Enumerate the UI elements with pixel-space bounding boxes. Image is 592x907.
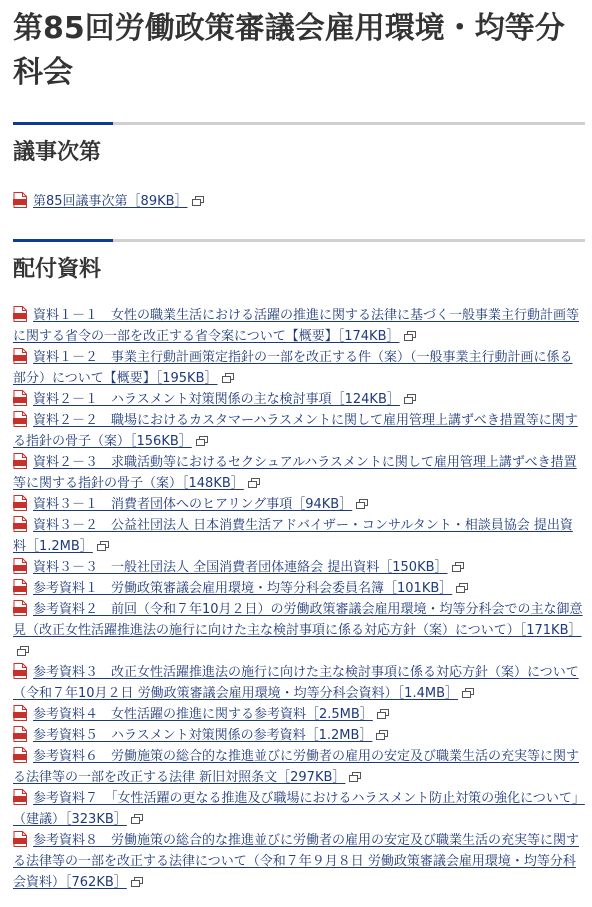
pdf-icon [13, 600, 27, 616]
new-window-icon [456, 583, 468, 593]
document-list-item [13, 746, 585, 788]
pdf-icon [13, 516, 27, 532]
pdf-icon [13, 390, 27, 406]
section-materials [13, 239, 585, 893]
document-list-item [13, 347, 585, 389]
new-window-icon [196, 436, 208, 446]
document-link[interactable]: 参考資料３ 改正女性活躍推進法の施行に向けた主な検討事項に係る対応方針（案）について（令和７年10月２日 労働政策審議会雇用環境・均等分科会資料）［1.4MB］ [13, 665, 579, 701]
pdf-icon [13, 192, 27, 208]
document-link[interactable]: 資料１－２ 事業主行動計画策定指針の一部を改正する件（案）（一般事業主行動計画に係る部分）について【概要】［195KB］ [13, 350, 573, 386]
pdf-icon [13, 411, 27, 427]
pdf-icon [13, 579, 27, 595]
pdf-icon [13, 789, 27, 805]
new-window-icon [404, 394, 416, 404]
new-window-icon [131, 877, 143, 887]
document-link[interactable]: 第85回議事次第［89KB］ [33, 194, 188, 209]
new-window-icon [131, 814, 143, 824]
document-list-item [13, 830, 585, 893]
pdf-icon [13, 747, 27, 763]
new-window-icon [192, 196, 204, 206]
document-link[interactable]: 資料２－１ ハラスメント対策関係の主な検討事項［124KB］ [33, 392, 400, 407]
document-list-item [13, 494, 585, 515]
document-link[interactable]: 資料３－１ 消費者団体へのヒアリング事項［94KB］ [33, 497, 353, 512]
document-list-item [13, 662, 585, 704]
document-list-item [13, 191, 585, 212]
document-link[interactable]: 参考資料１ 労働政策審議会雇用環境・均等分科会委員名簿［101KB］ [33, 581, 453, 596]
section-heading-materials: 配付資料 [13, 257, 102, 282]
document-link[interactable]: 資料２－３ 求職活動等におけるセクシュアルハラスメントに関して雇用管理上講ずべき措置等に関する指針の骨子（案）［148KB］ [13, 455, 577, 491]
document-link[interactable]: 参考資料２ 前回（令和７年10月２日）の労働政策審議会雇用環境・均等分科会での主な御意見（改正女性活躍推進法の施行に向けた主な検討事項に係る対応方針（案）について）［171KB］ [13, 602, 583, 638]
pdf-icon [13, 726, 27, 742]
document-link[interactable]: 資料２－２ 職場におけるカスタマーハラスメントに関して雇用管理上講ずべき措置等に関する指針の骨子（案）［156KB］ [13, 413, 578, 449]
document-list-item [13, 410, 585, 452]
new-window-icon [376, 730, 388, 740]
materials-list [13, 305, 585, 893]
pdf-icon [13, 348, 27, 364]
document-list-item [13, 557, 585, 578]
page-content [13, 0, 585, 893]
new-window-icon [97, 541, 109, 551]
document-link[interactable]: 参考資料８ 労働施策の総合的な推進並びに労働者の雇用の安定及び職業生活の充実等に関する法律等の一部を改正する法律について（令和７年９月８日 労働政策審議会雇用環境・均等分科会資料）［762KB］ [13, 833, 580, 890]
agenda-list [13, 191, 585, 212]
document-link[interactable]: 資料３－３ 一般社団法人 全国消費者団体連絡会 提出資料［150KB］ [33, 560, 448, 575]
document-link[interactable]: 参考資料７ 「女性活躍の更なる推進及び職場におけるハラスメント防止対策の強化について」（建議）［323KB］ [13, 791, 585, 827]
document-list-item [13, 725, 585, 746]
document-link[interactable]: 参考資料５ ハラスメント対策関係の参考資料［1.2MB］ [33, 728, 373, 743]
document-list-item [13, 788, 585, 830]
document-list-item [13, 704, 585, 725]
new-window-icon [377, 709, 389, 719]
new-window-icon [248, 478, 260, 488]
document-list-item [13, 599, 585, 662]
document-list-item [13, 305, 585, 347]
pdf-icon [13, 558, 27, 574]
pdf-icon [13, 495, 27, 511]
document-link[interactable]: 資料３－２ 公益社団法人 日本消費生活アドバイザー・コンサルタント・相談員協会 提出資料［1.2MB］ [13, 518, 573, 554]
pdf-icon [13, 453, 27, 469]
section-agenda [13, 122, 585, 212]
new-window-icon [356, 499, 368, 509]
section-heading-agenda: 議事次第 [13, 140, 102, 165]
pdf-icon [13, 705, 27, 721]
document-list-item [13, 515, 585, 557]
document-link[interactable]: 資料１－１ 女性の職業生活における活躍の推進に関する法律に基づく一般事業主行動計画等に関する省令の一部を改正する省令案について【概要】［174KB］ [13, 308, 580, 344]
new-window-icon [452, 562, 464, 572]
pdf-icon [13, 663, 27, 679]
document-list-item [13, 578, 585, 599]
new-window-icon [404, 331, 416, 341]
pdf-icon [13, 831, 27, 847]
document-list-item [13, 452, 585, 494]
new-window-icon [17, 646, 29, 656]
new-window-icon [349, 772, 361, 782]
document-link[interactable]: 参考資料４ 女性活躍の推進に関する参考資料［2.5MB］ [33, 707, 373, 722]
document-list-item [13, 389, 585, 410]
page-title: 第85回労働政策審議会雇用環境・均等分科会 [13, 11, 565, 90]
new-window-icon [462, 688, 474, 698]
document-link[interactable]: 参考資料６ 労働施策の総合的な推進並びに労働者の雇用の安定及び職業生活の充実等に関する法律等の一部を改正する法律 新旧対照条文［297KB］ [13, 749, 580, 785]
new-window-icon [222, 373, 234, 383]
pdf-icon [13, 306, 27, 322]
